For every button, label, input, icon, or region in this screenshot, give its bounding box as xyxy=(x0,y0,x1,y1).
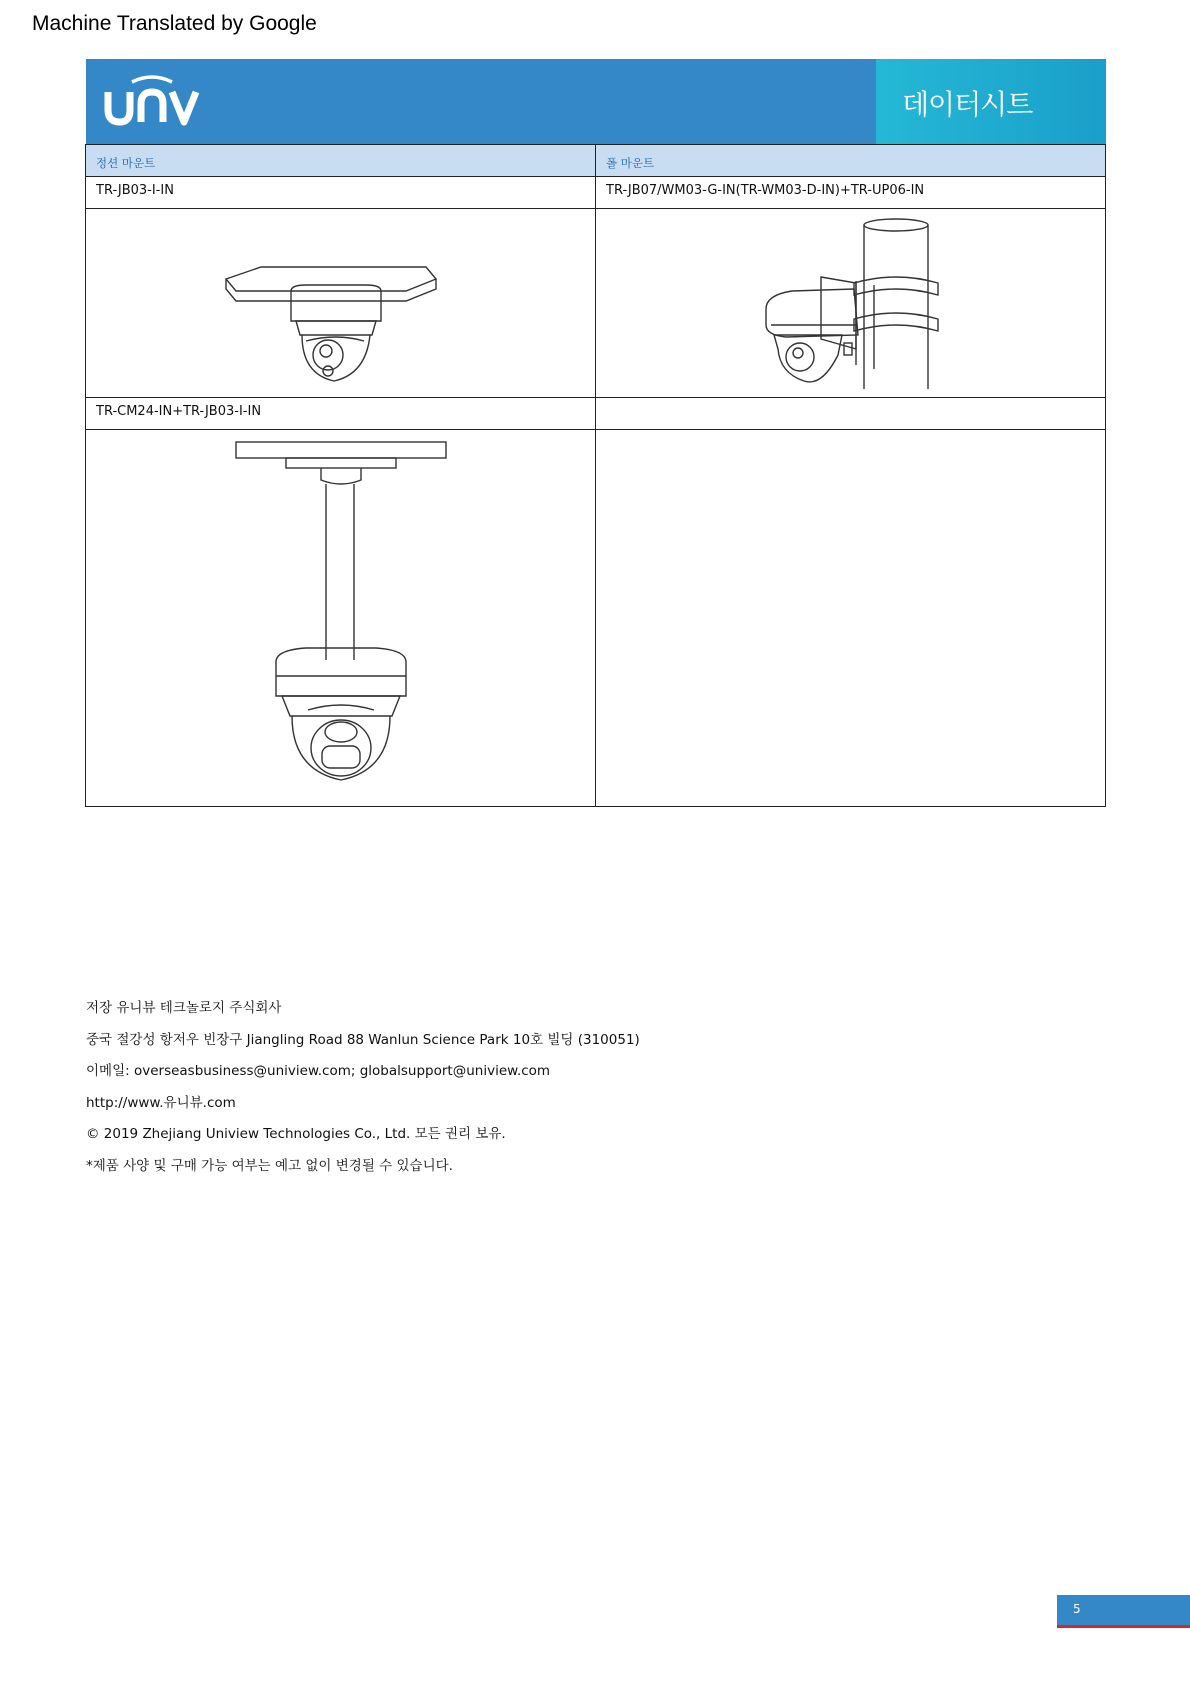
footer-contact xyxy=(86,996,640,1185)
company-address: 중국 절강성 항저우 빈장구 Jiangling Road 88 Wanlun Science Park 10호 빌딩 (310051) xyxy=(86,1031,640,1048)
ceiling-mount-drawing-cell xyxy=(86,430,596,807)
mounts-table xyxy=(85,144,1106,807)
header-banner xyxy=(86,59,1106,145)
ceiling-mount-drawing xyxy=(226,430,456,806)
model-empty xyxy=(596,398,1106,430)
datasheet-label-box xyxy=(876,59,1106,145)
model-ceiling-mount: TR-CM24-IN+TR-JB03-I-IN xyxy=(86,398,596,430)
page-number: 5 xyxy=(1073,1602,1081,1616)
pole-mount-drawing-cell xyxy=(596,209,1106,398)
junction-mount-drawing-cell xyxy=(86,209,596,398)
model-junction-box: TR-JB03-I-IN xyxy=(86,177,596,209)
website-link[interactable]: http://www.유니뷰.com xyxy=(86,1094,236,1111)
model-pole-mount: TR-JB07/WM03-G-IN(TR-WM03-D-IN)+TR-UP06-IN xyxy=(596,177,1106,209)
contact-email: 이메일: overseasbusiness@uniview.com; globalsupport@uniview.com xyxy=(86,1063,551,1079)
disclaimer: *제품 사양 및 구매 가능 여부는 예고 없이 변경될 수 있습니다. xyxy=(86,1157,453,1174)
company-name: 저장 유니뷰 테크놀로지 주식회사 xyxy=(86,1000,282,1016)
unv-logo xyxy=(102,74,202,130)
datasheet-title: 데이터시트 xyxy=(902,88,1033,121)
junction-mount-drawing xyxy=(216,209,466,397)
header-pole-mount: 폴 마운트 xyxy=(596,145,1106,177)
empty-drawing-cell xyxy=(596,430,1106,807)
pole-mount-drawing xyxy=(726,209,976,397)
machine-translation-note: Machine Translated by Google xyxy=(32,12,317,35)
copyright: © 2019 Zhejiang Uniview Technologies Co., Ltd. 모든 권리 보유. xyxy=(86,1126,506,1142)
header-junction-mount: 정션 마운트 xyxy=(86,145,596,177)
page-number-box xyxy=(1057,1595,1190,1628)
